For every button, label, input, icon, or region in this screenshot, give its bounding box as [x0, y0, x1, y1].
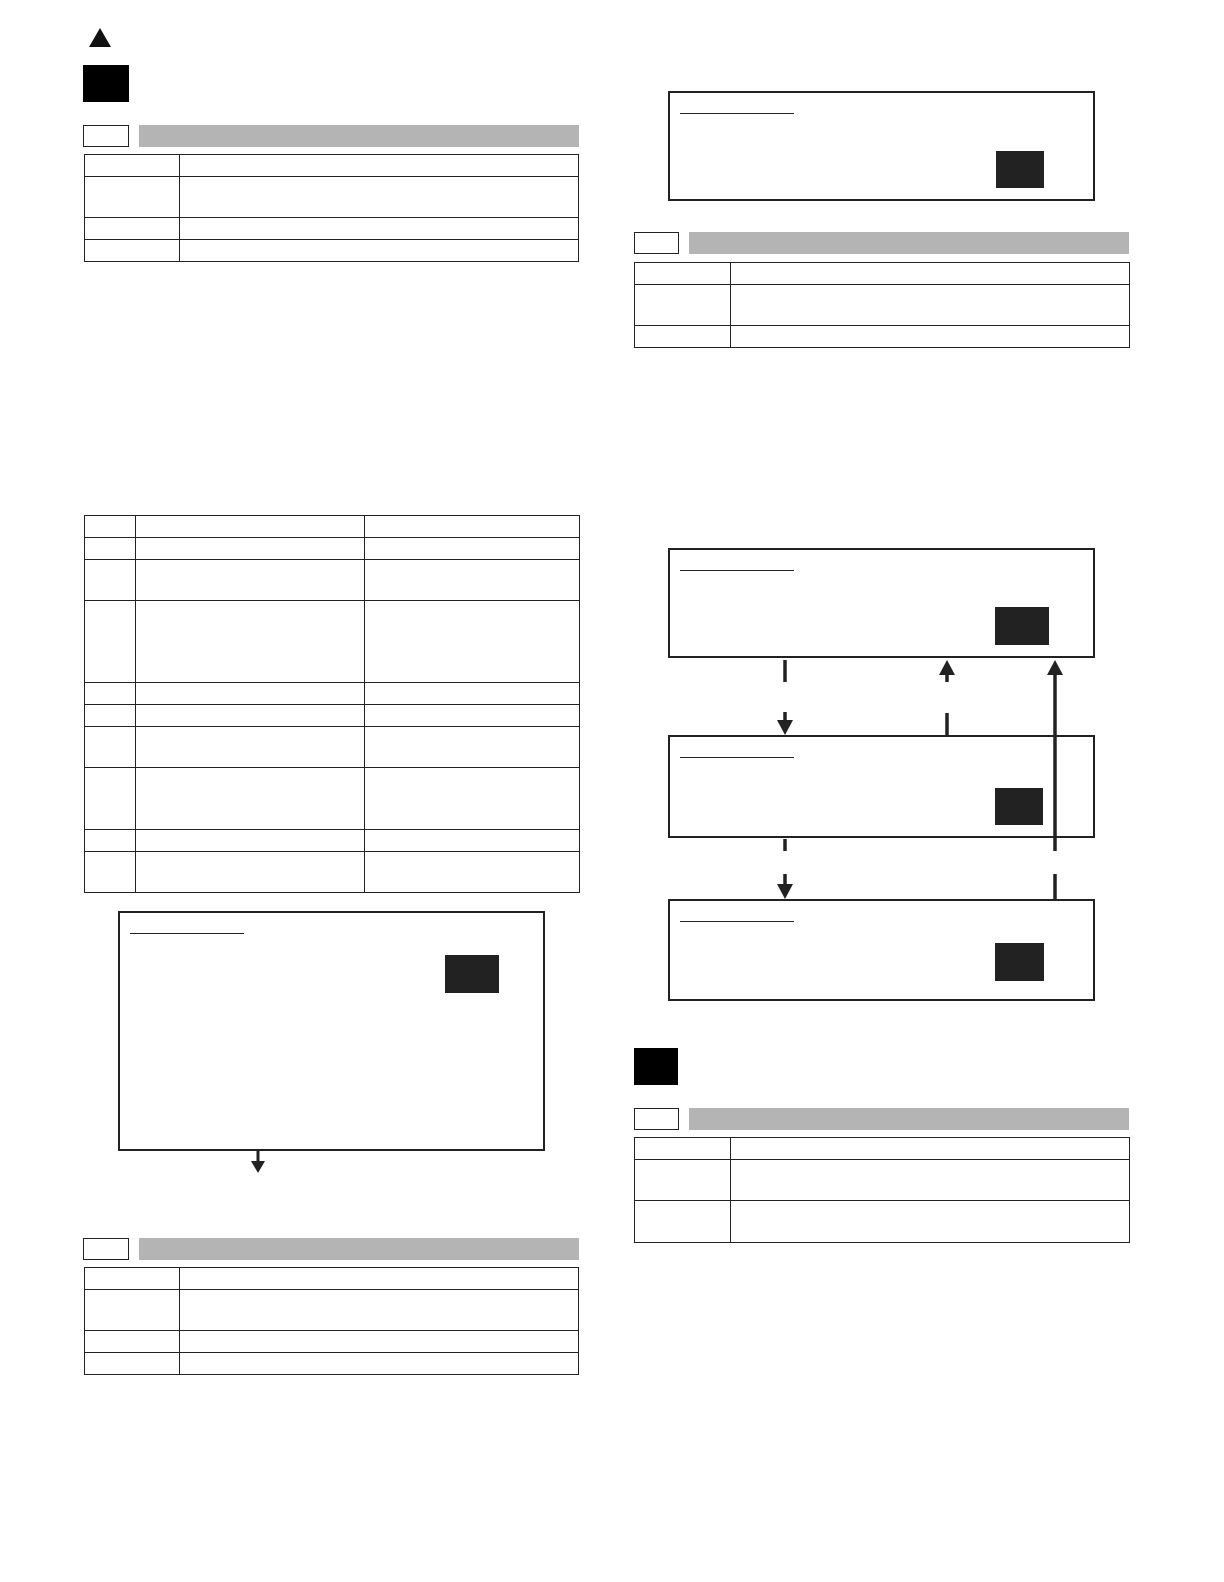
section-marker-icon: [634, 1048, 678, 1085]
up-arrow-icon: [1047, 660, 1063, 899]
table-cell: [731, 1201, 1130, 1243]
table-cell: [731, 1138, 1130, 1160]
table-cell: [635, 1201, 731, 1243]
subsection-label-box: [634, 1108, 679, 1130]
table-cell: [635, 1160, 731, 1201]
subsection-header-bar: [689, 1108, 1129, 1130]
down-arrow-icon: [777, 839, 793, 899]
spec-table-right-2: [634, 1137, 1130, 1243]
up-arrow-icon: [939, 660, 955, 735]
down-arrow-icon: [777, 660, 793, 735]
table-cell: [731, 1160, 1130, 1201]
table-cell: [635, 1138, 731, 1160]
